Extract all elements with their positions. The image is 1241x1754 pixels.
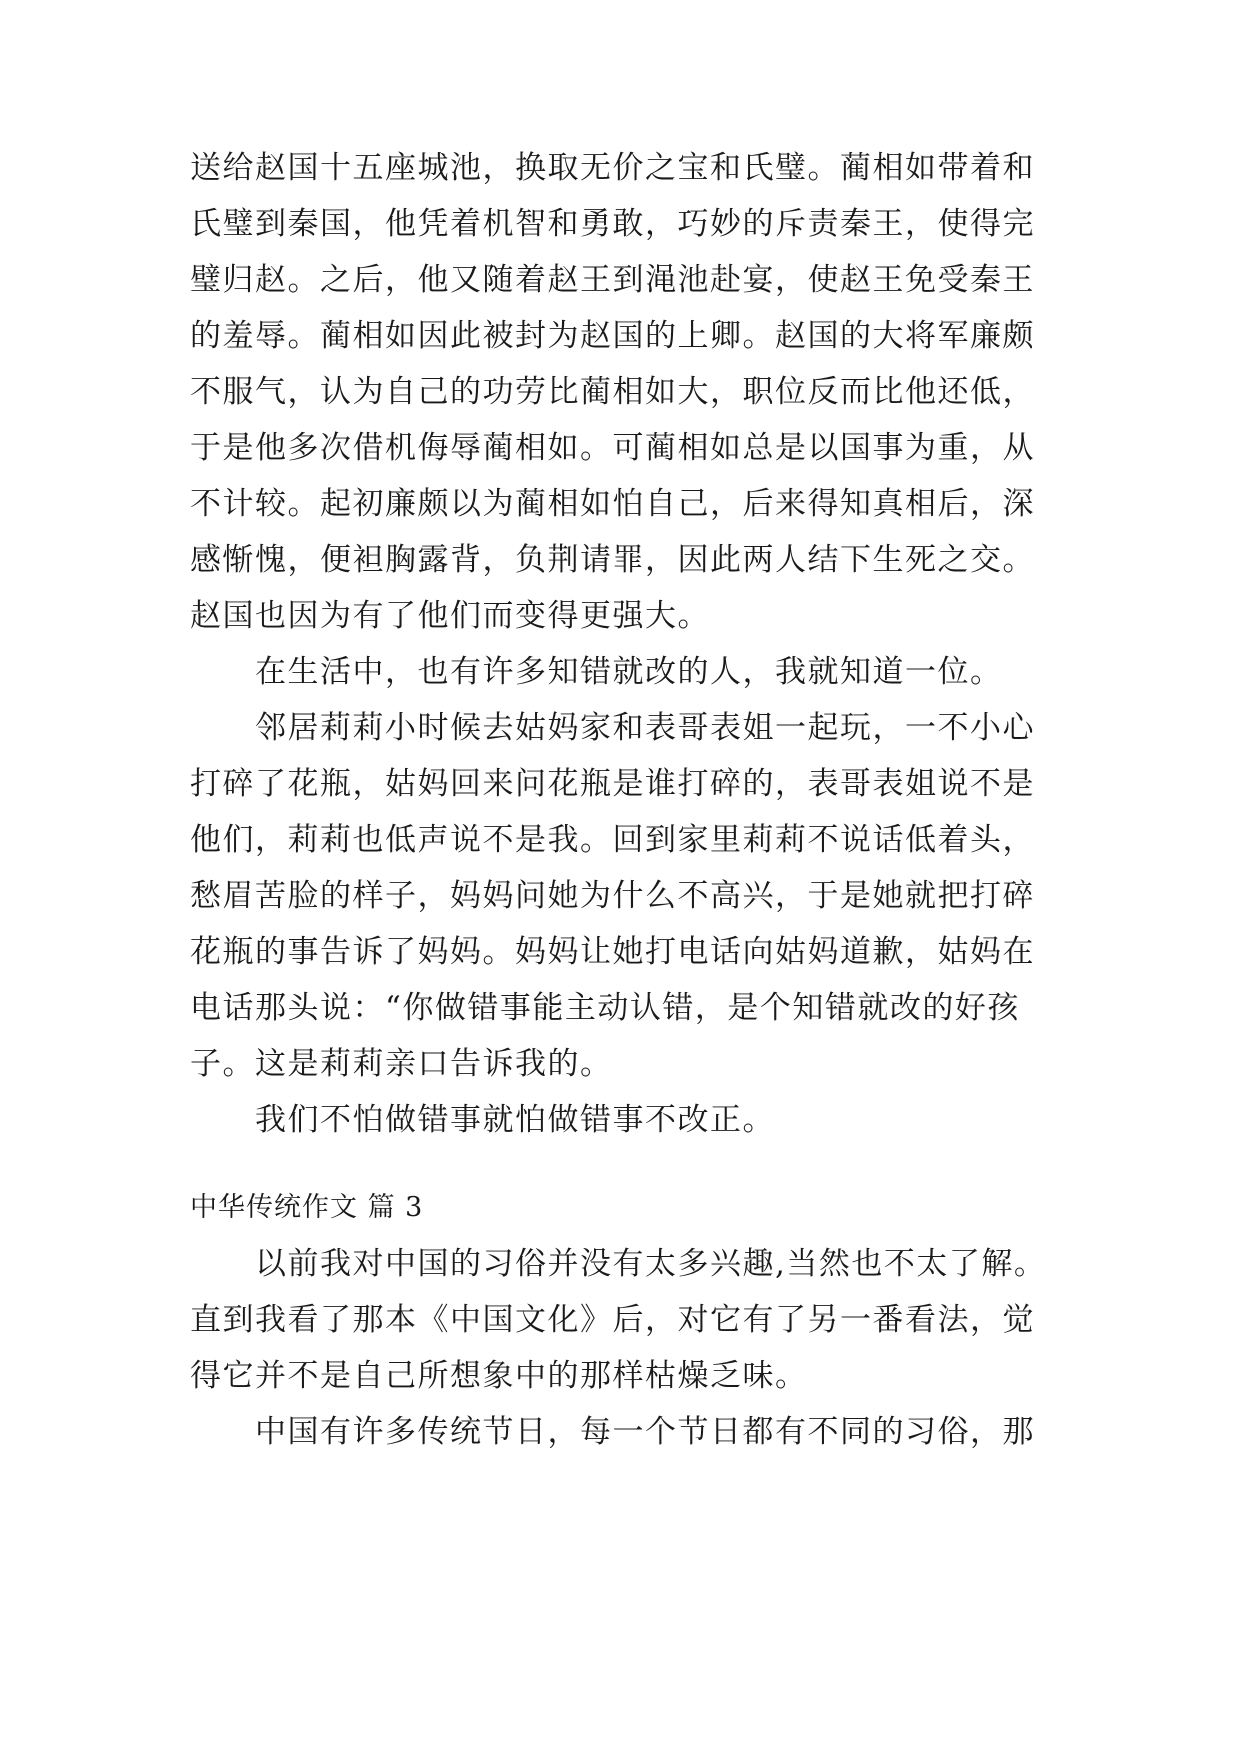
text-line: 得它并不是自己所想象中的那样枯燥乏味。 [190,1358,808,1394]
paragraph-line: 中国有许多传统节日，每一个节日都有不同的习俗，那 [255,1414,1035,1450]
text-line: 不服气，认为自己的功劳比蔺相如大，职位反而比他还低， [190,374,1035,410]
text-line: 他们，莉莉也低声说不是我。回到家里莉莉不说话低着头， [190,822,1035,858]
section-heading: 中华传统作文 篇 3 [190,1192,424,1223]
text-line: 于是他多次借机侮辱蔺相如。可蔺相如总是以国事为重，从 [190,430,1035,466]
paragraph-line: 以前我对中国的习俗并没有太多兴趣,当然也不太了解。 [255,1246,1047,1282]
text-line: 花瓶的事告诉了妈妈。妈妈让她打电话向姑妈道歉，姑妈在 [190,934,1035,970]
text-line: 氏璧到秦国，他凭着机智和勇敢，巧妙的斥责秦王，使得完 [190,206,1035,242]
text-line: 子。这是莉莉亲口告诉我的。 [190,1046,613,1082]
text-line: 愁眉苦脸的样子，妈妈问她为什么不高兴，于是她就把打碎 [190,878,1035,914]
text-line: 感惭愧，便袒胸露背，负荆请罪，因此两人结下生死之交。 [190,542,1035,578]
text-line: 电话那头说：“你做错事能主动认错，是个知错就改的好孩 [190,990,1020,1026]
text-line: 不计较。起初廉颇以为蔺相如怕自己，后来得知真相后，深 [190,486,1035,522]
paragraph-line: 邻居莉莉小时候去姑妈家和表哥表姐一起玩，一不小心 [255,710,1035,746]
paragraph-line: 我们不怕做错事就怕做错事不改正。 [255,1102,775,1138]
text-line: 的羞辱。蔺相如因此被封为赵国的上卿。赵国的大将军廉颇 [190,318,1035,354]
text-line: 打碎了花瓶，姑妈回来问花瓶是谁打碎的，表哥表姐说不是 [190,766,1035,802]
text-line: 赵国也因为有了他们而变得更强大。 [190,598,710,634]
text-line: 直到我看了那本《中国文化》后，对它有了另一番看法，觉 [190,1302,1035,1338]
text-line: 送给赵国十五座城池，换取无价之宝和氏璧。蔺相如带着和 [190,150,1035,186]
paragraph-line: 在生活中，也有许多知错就改的人，我就知道一位。 [255,654,1003,690]
text-line: 璧归赵。之后，他又随着赵王到渑池赴宴，使赵王免受秦王 [190,262,1035,298]
